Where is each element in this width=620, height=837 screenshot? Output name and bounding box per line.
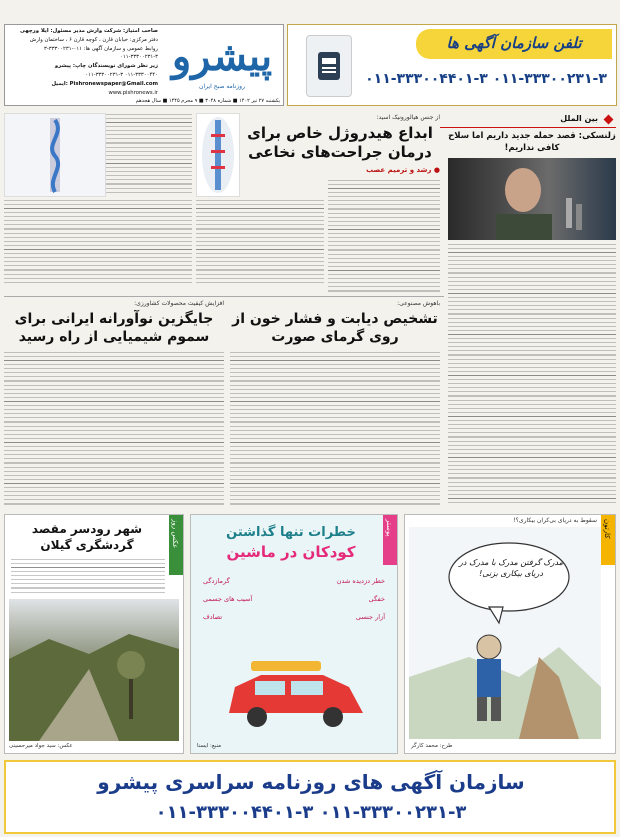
intl-photo bbox=[448, 158, 616, 240]
logo-text: پیشرو bbox=[171, 33, 273, 80]
intl-headline: زلنسکی: قصد حمله جدید داریم اما سلاح کافی نداریم! bbox=[448, 131, 616, 153]
pesticide-kicker: افزایش کیفیت محصولات کشاورزی: bbox=[134, 300, 224, 307]
diabetes-body bbox=[230, 352, 440, 508]
top-story-subhead: ● رشد و ترمیم عصب bbox=[366, 166, 440, 174]
poster-item-3: خفگی bbox=[368, 595, 385, 603]
phone-line: ۰۱۱-۳۳۳۰۰۲۳۱-۳ bbox=[120, 54, 158, 61]
office-line: دفتر مرکزی: خیابان قارن ، کوچه قارن ۶ ، ساختمان وارش bbox=[29, 36, 158, 43]
cartoon bbox=[404, 514, 616, 754]
poster-item-6: تصادف bbox=[203, 613, 223, 621]
rudsar-photo bbox=[9, 599, 179, 741]
poster-grid bbox=[203, 577, 385, 621]
logo bbox=[165, 31, 279, 93]
ad-bottom-phones: ۰۱۱-۳۳۳۰۰۲۳۱-۳ ۰۱۱-۳۳۳۰۰۴۴۰۱-۳ bbox=[155, 802, 467, 823]
poster-item-5: آزار جنسی bbox=[355, 613, 385, 621]
pesticide-headline: جایگزین نوآورانه ایرانی برای سموم شیمیایی از راه رسید bbox=[14, 311, 214, 345]
pesticide-body bbox=[4, 352, 224, 508]
poster-title2: کودکان در ماشین bbox=[226, 543, 356, 561]
top-story-body-col2 bbox=[196, 200, 324, 284]
intl-body-text bbox=[448, 244, 616, 506]
web-line[interactable]: www.pishronews.ir bbox=[108, 89, 158, 96]
cartoon-top-label: سقوط به دریای بی‌کران بیکاری؟! bbox=[513, 517, 597, 524]
masthead bbox=[4, 24, 284, 106]
cartoon-bubble: مدرک گرفتن مدرک با مدرک در دریای بیکاری بزنی! bbox=[459, 558, 563, 578]
top-story-headline: ابداع هیدروژل خاص برای درمان جراحت‌های نخاعی bbox=[247, 124, 433, 161]
ads-line: روابط عمومی و سازمان آگهی ها: ۰۱۱-۳۳۳۰۰۲۳۱-۳ bbox=[44, 45, 158, 52]
ad-top-phones: ۰۱۱-۳۳۳۰۰۲۳۱-۳ ۰۱۱-۳۳۳۰۰۴۴۰۱-۳ bbox=[365, 71, 607, 87]
rudsar-caption: عکس: سید جواد میرحسینی bbox=[9, 743, 73, 749]
ad-top-title: تلفن سازمان آگهی ها bbox=[446, 34, 582, 52]
rudsar-side-label: عکس روز bbox=[169, 515, 183, 575]
phone-icon bbox=[306, 35, 352, 97]
rudsar-headline: شهر رودسر مقصد گردشگری گیلان bbox=[31, 522, 143, 552]
masthead-info bbox=[8, 27, 158, 97]
publisher-line: صاحب امتیاز: شرکت وارش مدیر مسئول: ایلا ورچهی bbox=[19, 28, 158, 34]
poster-credit: منبع: ایسنا bbox=[197, 743, 222, 749]
poster-title: خطرات تنها گذاشتن bbox=[226, 525, 356, 540]
poster-item-1: خطر دزدیده شدن bbox=[336, 577, 385, 585]
top-story-kicker: از جنس هیالورونیک اسید: bbox=[376, 114, 440, 121]
ad-bottom-title: سازمان آگهی های روزنامه سراسری پیشرو bbox=[97, 770, 525, 794]
top-story-body-col1 bbox=[328, 180, 440, 292]
top-story-body-col3 bbox=[4, 200, 192, 284]
diabetes-headline: تشخیص دیابت و فشار خون از روی گرمای صورت bbox=[232, 311, 438, 345]
diamond-icon bbox=[604, 115, 614, 125]
date-line: یکشنبه ۲۷ تیر ۱۴۰۲ ■ شماره ۳۰۴۸ ■ ۹ محرم ۱۴۴۵ ■ سال هجدهم bbox=[135, 98, 280, 104]
press-line: زیر نظر شورای نویسندگان چاپ: پیشرو bbox=[54, 63, 158, 70]
section-label-intl: بین الملل bbox=[560, 114, 598, 123]
rudsar-body bbox=[11, 559, 165, 595]
poster-item-4: آسیب های جسمی bbox=[203, 595, 253, 603]
ad-top[interactable] bbox=[287, 24, 617, 106]
spine-image bbox=[196, 113, 240, 197]
fax-line: ۰۱۱-۳۳۳۰۰۴۴۰ ۰۱۱-۳۳۳۰۰۲۳۱-۳ bbox=[85, 71, 158, 78]
top-story-image bbox=[4, 113, 106, 197]
diabetes-kicker: باهوش مصنوعی: bbox=[397, 300, 440, 307]
top-story-sidebar bbox=[106, 114, 192, 194]
rudsar-story bbox=[4, 514, 184, 754]
poster-side-label: پوستر bbox=[383, 515, 397, 565]
section-header-intl bbox=[440, 113, 616, 128]
cartoon-side-label: کارتون bbox=[601, 515, 615, 565]
divider bbox=[4, 296, 444, 297]
ad-bottom[interactable] bbox=[4, 760, 616, 834]
cartoon-credit: طرح: محمد کارگر bbox=[411, 743, 453, 749]
email-line[interactable]: ایمیل: Pishronewspaper@Gmail.com bbox=[51, 80, 158, 87]
poster bbox=[190, 514, 398, 754]
logo-subtitle: روزنامه صبح ایران bbox=[199, 83, 245, 90]
poster-item-2: گرمازدگی bbox=[203, 577, 230, 585]
car-illustration bbox=[215, 655, 375, 735]
